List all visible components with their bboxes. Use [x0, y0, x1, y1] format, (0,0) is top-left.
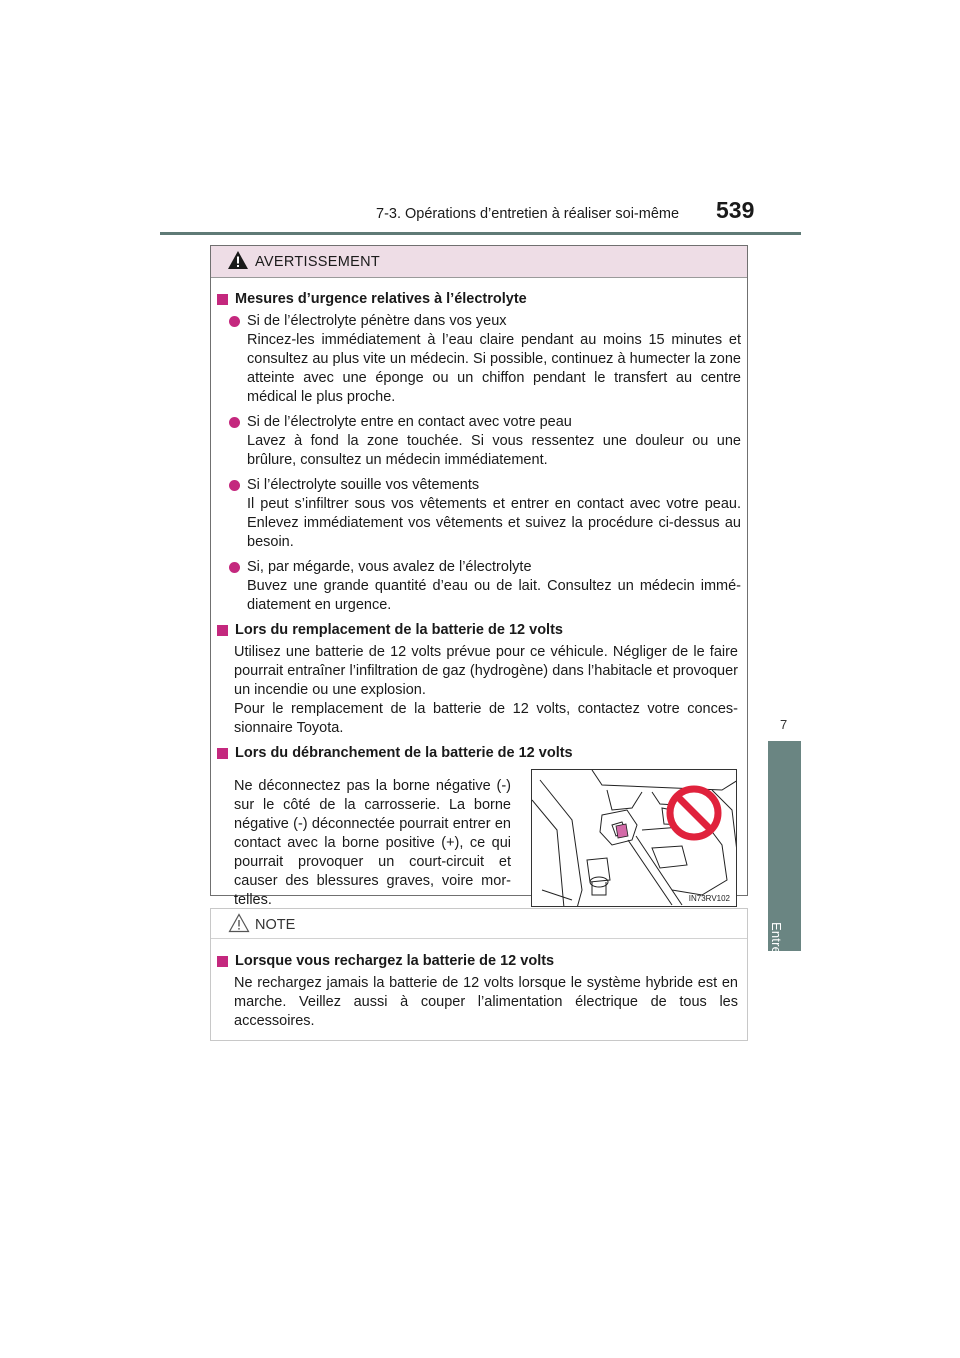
section-marker-icon: [217, 748, 228, 759]
chapter-number: 7: [780, 717, 788, 732]
chapter-tab-label: Entretien et nettoyage: [769, 922, 784, 1054]
bullet-icon: [229, 417, 240, 428]
bullet-text: Lavez à fond la zone touchée. Si vous ressentez une douleur ou une brûlure, consultez un médecin immédiatement.: [247, 433, 741, 468]
warning-body: [211, 278, 747, 919]
bullet-lead: Si de l’électrolyte entre en contact avec votre peau: [247, 414, 572, 430]
bullet-text: Buvez une grande quantité d’eau ou de lait. Consultez un médecin immé-diatement en urgence.: [247, 578, 741, 613]
list-item: [217, 413, 741, 470]
bullet-lead: Si, par mégarde, vous avalez de l’électrolyte: [247, 559, 532, 575]
disconnect-text: Ne déconnectez pas la borne négative (-) sur le côté de la carrosserie. La borne négative (-) déconnectée pourrait entrer en contact avec la borne positive (+), ce qui pourrait provoquer un court-circuit et causer des blessures graves, voire mor-telles.: [234, 778, 511, 908]
section-heading: Lorsque vous rechargez la batterie de 12 volts: [217, 952, 741, 971]
list-item: [217, 312, 741, 407]
chapter-tab: [768, 741, 801, 951]
list-item: [217, 476, 741, 552]
note-triangle-icon: [228, 913, 250, 933]
bullet-icon: [229, 316, 240, 327]
note-box: [210, 908, 748, 1041]
note-text: Ne rechargez jamais la batterie de 12 volts lorsque le système hybride est en marche. Veillez aussi à couper l’alimentation électrique de tous les accessoires.: [234, 975, 738, 1029]
section-marker-icon: [217, 625, 228, 636]
bullet-lead: Si de l’électrolyte pénètre dans vos yeux: [247, 313, 507, 329]
warning-box: [210, 245, 748, 908]
bullet-lead: Si l’électrolyte souille vos vêtements: [247, 477, 480, 493]
note-header: [211, 909, 747, 939]
prohibition-icon: [670, 789, 718, 837]
figure-code: IN73RV102: [688, 894, 730, 903]
header-divider: [160, 232, 801, 235]
section-heading: Lors du remplacement de la batterie de 12 volts: [217, 621, 741, 640]
bullet-text: Il peut s’infiltrer sous vos vêtements et entrer en contact avec votre peau. Enlevez immédiatement vos vêtements et suivez la procédure ci-dessus au besoin.: [247, 496, 741, 550]
section-heading: Mesures d’urgence relatives à l’électrolyte: [217, 290, 741, 309]
warning-header: [211, 246, 747, 278]
battery-illustration: [531, 769, 737, 907]
bullet-icon: [229, 480, 240, 491]
engine-bay-drawing: [532, 770, 737, 907]
warning-triangle-icon: [227, 250, 249, 270]
section-marker-icon: [217, 956, 228, 967]
bullet-icon: [229, 562, 240, 573]
section-marker-icon: [217, 294, 228, 305]
bullet-text: Rincez-les immédiatement à l’eau claire pendant au moins 15 minutes et consultez au plus vite un médecin. Si possible, continuez à humecter la zone atteinte avec une éponge ou un chiffon pendant le transfert au centre médical le plus proche.: [247, 332, 741, 405]
disconnect-row: [217, 769, 741, 919]
note-body: [211, 939, 747, 1031]
section-title: 7-3. Opérations d’entretien à réaliser soi-même: [376, 206, 680, 222]
page-number: 539: [716, 197, 755, 223]
note-heading: NOTE: [255, 917, 296, 933]
section-paragraph: Utilisez une batterie de 12 volts prévue pour ce véhicule. Négliger de le faire pourrait entraîner l’infiltration de gaz (hydrogène) dans l’habitacle et provoquer un incendie ou une explosion. Pour le remplacement de la batterie de 12 volts, contactez votre conces-sionnaire Toyota.: [234, 644, 738, 736]
warning-heading: AVERTISSEMENT: [255, 254, 381, 270]
section-heading: Lors du débranchement de la batterie de 12 volts: [217, 744, 741, 763]
list-item: [217, 558, 741, 615]
